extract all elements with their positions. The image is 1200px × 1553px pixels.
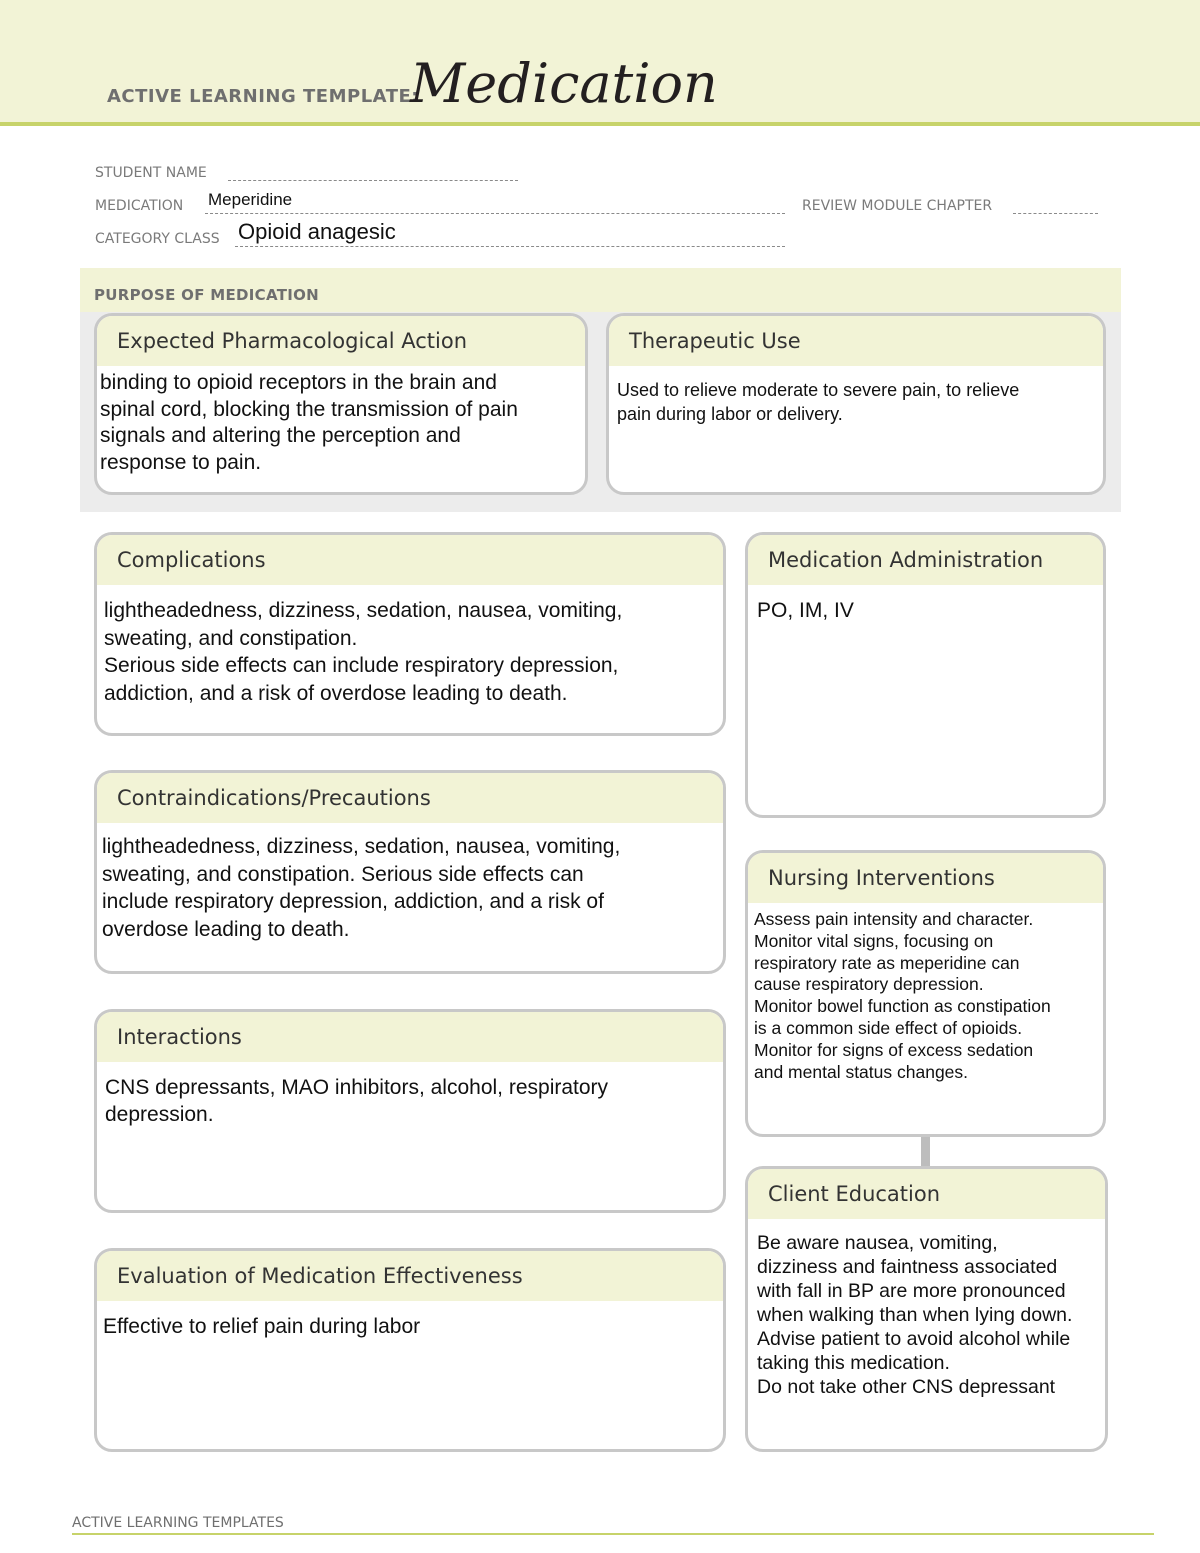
student-name-label: STUDENT NAME <box>95 165 207 181</box>
evaluation-heading: Evaluation of Medication Effectiveness <box>97 1251 723 1301</box>
template-label: ACTIVE LEARNING TEMPLATE: <box>107 86 419 107</box>
client-education-box <box>745 1166 1108 1452</box>
evaluation-text[interactable]: Effective to relief pain during labor <box>103 1315 421 1338</box>
therapeutic-use-text[interactable]: Used to relieve moderate to severe pain, to relieve pain during labor or delivery. <box>617 380 1020 424</box>
medication-administration-heading: Medication Administration <box>748 535 1103 585</box>
medication-row <box>95 198 183 214</box>
interactions-text[interactable]: CNS depressants, MAO inhibitors, alcohol, respiratory depression. <box>105 1076 609 1126</box>
category-class-row <box>95 231 220 247</box>
review-module-label: REVIEW MODULE CHAPTER <box>802 198 993 214</box>
medication-value: Meperidine <box>208 190 293 209</box>
contraindications-text[interactable]: lightheadedness, dizziness, sedation, nausea, vomiting, sweating, and constipation. Serious side effects can include respiratory depression, addiction, and a risk of overdose leading to death. <box>102 835 621 941</box>
expected-action-text[interactable]: binding to opioid receptors in the brain and spinal cord, blocking the transmission of pain signals and altering the perception and response to pain. <box>100 371 518 474</box>
contraindications-heading: Contraindications/Precautions <box>97 773 723 823</box>
category-class-label: CATEGORY CLASS <box>95 231 220 247</box>
complications-heading: Complications <box>97 535 723 585</box>
purpose-title: PURPOSE OF MEDICATION <box>94 286 320 304</box>
interactions-heading: Interactions <box>97 1012 723 1062</box>
review-module-field[interactable] <box>1013 201 1098 214</box>
medication-administration-text[interactable]: PO, IM, IV <box>757 599 854 622</box>
header-rule <box>0 122 1200 126</box>
footer-label: ACTIVE LEARNING TEMPLATES <box>72 1515 284 1531</box>
medication-administration-box <box>745 532 1106 818</box>
expected-action-heading: Expected Pharmacological Action <box>97 316 585 366</box>
student-name-row <box>95 165 207 181</box>
client-education-text[interactable]: Be aware nausea, vomiting, dizziness and faintness associated with fall in BP are more pronounced when walking than when lying down. Advise patient to avoid alcohol while taking this medication. Do not take other CNS depressant <box>757 1232 1073 1398</box>
contraindications-box <box>94 770 726 974</box>
connector-bar <box>921 1137 930 1166</box>
complications-text[interactable]: lightheadedness, dizziness, sedation, nausea, vomiting, sweating, and constipation. Serious side effects can include respiratory depression, addiction, and a risk of overdose leading to death. <box>104 599 623 705</box>
complications-box <box>94 532 726 736</box>
nursing-interventions-box <box>745 850 1106 1137</box>
footer-rule <box>72 1533 1154 1535</box>
evaluation-box <box>94 1248 726 1452</box>
expected-action-box <box>94 313 588 495</box>
nursing-interventions-text[interactable]: Assess pain intensity and character. Monitor vital signs, focusing on respiratory rate as meperidine can cause respiratory depression. Monitor bowel function as constipation is a common side effect of opioids. Monitor for signs of excess sedation and mental status changes. <box>754 909 1051 1082</box>
student-name-field[interactable] <box>228 168 518 181</box>
nursing-interventions-heading: Nursing Interventions <box>748 853 1103 903</box>
category-class-value: Opioid anagesic <box>238 219 396 244</box>
therapeutic-use-box <box>606 313 1106 495</box>
therapeutic-use-heading: Therapeutic Use <box>609 316 1103 366</box>
page-title: Medication <box>410 52 718 115</box>
client-education-heading: Client Education <box>748 1169 1105 1219</box>
purpose-header <box>80 268 1121 312</box>
medication-label: MEDICATION <box>95 198 184 214</box>
interactions-box <box>94 1009 726 1213</box>
review-module-row <box>802 198 992 214</box>
